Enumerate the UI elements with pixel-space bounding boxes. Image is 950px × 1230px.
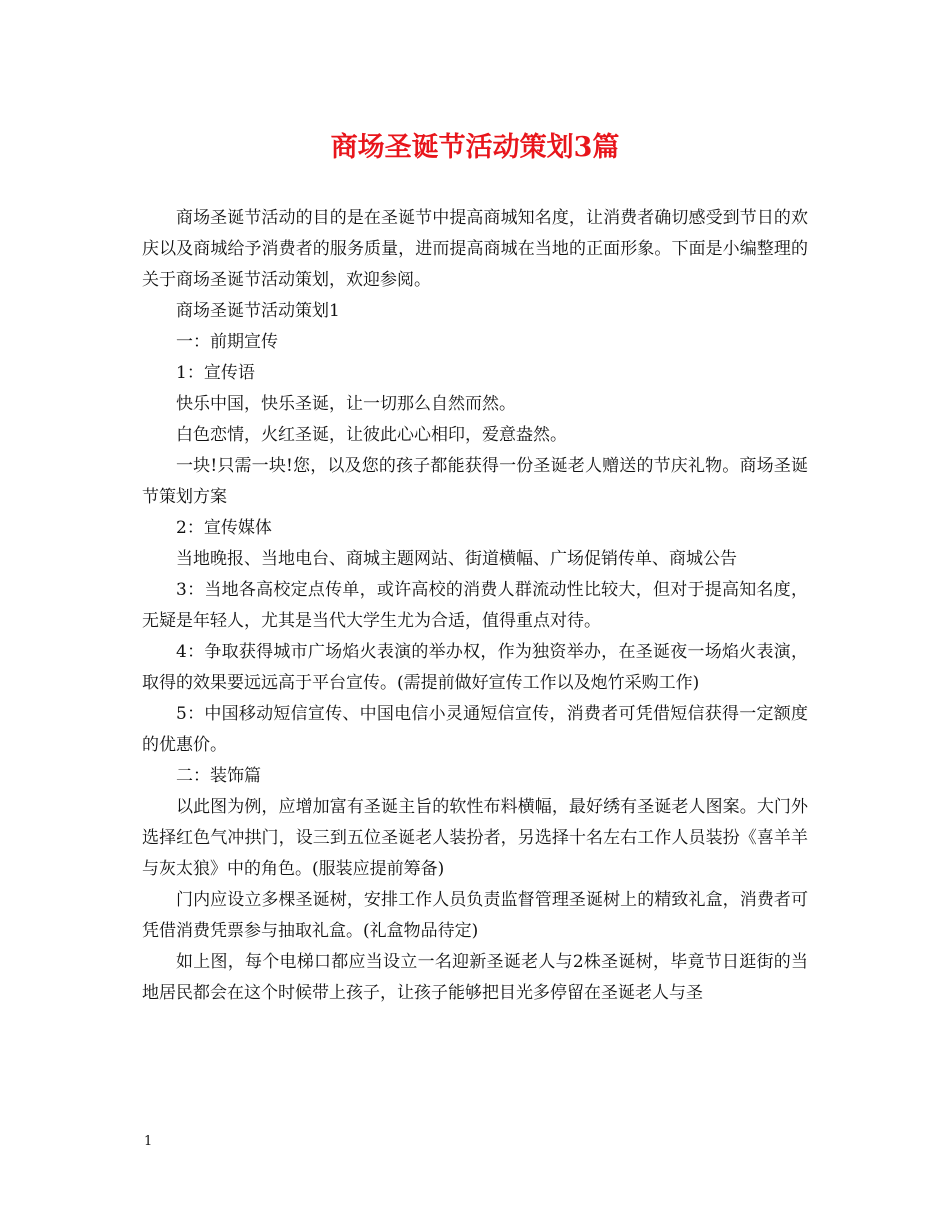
document-title: 商场圣诞节活动策划3篇 bbox=[330, 132, 620, 163]
document-body bbox=[142, 203, 808, 1009]
paragraph-plan-heading: 商场圣诞节活动策划1 bbox=[176, 301, 340, 321]
paragraph-section-two-heading: 二：装饰篇 bbox=[176, 766, 261, 786]
paragraph-item-3: 3：当地各高校定点传单，或许高校的消费人群流动性比较大，但对于提高知名度，无疑是年轻人，尤其是当代大学生尤为合适，值得重点对待。 bbox=[142, 580, 808, 631]
paragraph-item-4: 4：争取获得城市广场焰火表演的举办权，作为独资举办，在圣诞夜一场焰火表演，取得的效果要远远高于平台宣传。(需提前做好宣传工作以及炮竹采购工作) bbox=[142, 642, 808, 693]
paragraph-decoration-1: 以此图为例，应增加富有圣诞主旨的软性布料横幅，最好绣有圣诞老人图案。大门外选择红色气冲拱门，设三到五位圣诞老人装扮者，另选择十名左右工作人员装扮《喜羊羊与灰太狼》中的角色。(服装应提前筹备) bbox=[142, 797, 808, 879]
paragraph-section-one-heading: 一：前期宣传 bbox=[176, 332, 278, 352]
paragraph-slogan-2: 白色恋情，火红圣诞，让彼此心心相印，爱意盎然。 bbox=[176, 425, 567, 445]
paragraph-slogan-3: 一块!只需一块!您，以及您的孩子都能获得一份圣诞老人赠送的节庆礼物。商场圣诞节策划方案 bbox=[142, 456, 808, 507]
page-number: 1 bbox=[144, 1134, 153, 1149]
paragraph-decoration-3: 如上图，每个电梯口都应当设立一名迎新圣诞老人与2株圣诞树，毕竟节日逛街的当地居民都会在这个时候带上孩子，让孩子能够把目光多停留在圣诞老人与圣 bbox=[142, 952, 808, 1003]
paragraph-media-list: 当地晚报、当地电台、商城主题网站、街道横幅、广场促销传单、商城公告 bbox=[176, 549, 737, 569]
paragraph-media-heading: 2：宣传媒体 bbox=[176, 518, 272, 538]
paragraph-intro: 商场圣诞节活动的目的是在圣诞节中提高商城知名度，让消费者确切感受到节日的欢庆以及商城给予消费者的服务质量，进而提高商城在当地的正面形象。下面是小编整理的关于商场圣诞节活动策划，欢迎参阅。 bbox=[142, 208, 808, 290]
paragraph-item-5: 5：中国移动短信宣传、中国电信小灵通短信宣传，消费者可凭借短信获得一定额度的优惠价。 bbox=[142, 704, 808, 755]
paragraph-slogan-1: 快乐中国，快乐圣诞，让一切那么自然而然。 bbox=[176, 394, 516, 414]
paragraph-decoration-2: 门内应设立多棵圣诞树，安排工作人员负责监督管理圣诞树上的精致礼盒，消费者可凭借消费凭票参与抽取礼盒。(礼盒物品待定) bbox=[142, 890, 808, 941]
paragraph-slogan-heading: 1：宣传语 bbox=[176, 363, 255, 383]
